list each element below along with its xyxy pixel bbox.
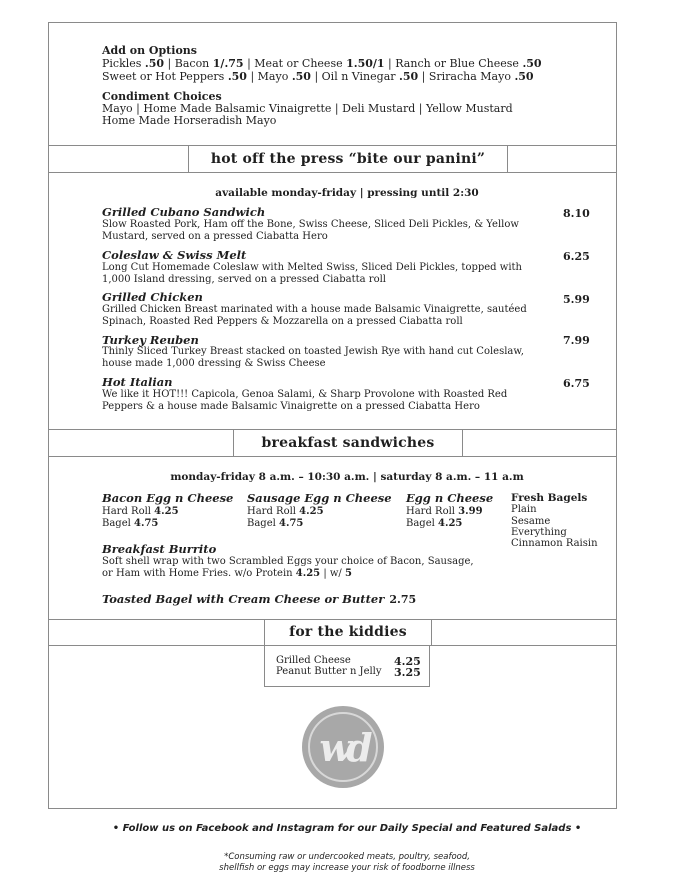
social-footer: • Follow us on Facebook and Instagram for our Daily Special and Featured Salads • xyxy=(112,823,582,834)
breakfast-subtitle: monday-friday 8 a.m. – 10:30 a.m. | saturday 8 a.m. – 11 a.m xyxy=(170,471,524,483)
breakfast-header xyxy=(233,429,463,456)
breakfast-item-name: Sausage Egg n Cheese xyxy=(247,491,392,505)
kiddies-header xyxy=(264,619,432,645)
panini-subtitle: available monday-friday | pressing until 2:30 xyxy=(215,187,479,199)
panini-item-desc: 1,000 Island dressing, served on a pressed Ciabatta roll xyxy=(102,274,386,285)
kiddies-item-name: Grilled Cheese xyxy=(276,655,351,666)
breakfast-roll-price: Hard Roll 4.25 xyxy=(247,506,324,517)
breakfast-roll-price: Hard Roll 4.25 xyxy=(102,506,179,517)
breakfast-header-text: breakfast sandwiches xyxy=(261,434,435,451)
condiments-line-2: Home Made Horseradish Mayo xyxy=(102,114,277,127)
condiments-title: Condiment Choices xyxy=(102,90,222,103)
panini-item-desc: We like it HOT!!! Capicola, Genoa Salami, & Sharp Provolone with Roasted Red xyxy=(102,389,508,400)
kiddies-item-price: 3.25 xyxy=(394,666,421,679)
add-on-line-2: Sweet or Hot Peppers .50 | Mayo .50 | Oil n Vinegar .50 | Sriracha Mayo .50 xyxy=(102,70,534,83)
panini-item-name: Turkey Reuben xyxy=(102,333,199,347)
breakfast-bagel-price: Bagel 4.25 xyxy=(406,518,463,529)
divider xyxy=(48,172,617,173)
panini-item-name: Coleslaw & Swiss Melt xyxy=(102,248,247,262)
kiddies-header-text: for the kiddies xyxy=(289,624,407,640)
menu-frame xyxy=(48,22,617,809)
toasted-bagel-item: Toasted Bagel with Cream Cheese or Butter 2.75 xyxy=(102,592,417,606)
panini-item-price: 8.10 xyxy=(563,207,590,220)
breakfast-roll-price: Hard Roll 3.99 xyxy=(406,506,483,517)
breakfast-item-name: Egg n Cheese xyxy=(406,491,494,505)
fresh-bagels-title: Fresh Bagels xyxy=(511,492,588,504)
wd-logo xyxy=(302,706,384,788)
panini-item-desc: Peppers & a house made Balsamic Vinaigrette on a pressed Ciabatta Hero xyxy=(102,401,480,412)
panini-item-price: 6.75 xyxy=(563,377,590,390)
panini-item-name: Grilled Cubano Sandwich xyxy=(102,205,266,219)
panini-item-desc: Grilled Chicken Breast marinated with a house made Balsamic Vinaigrette, sautéed xyxy=(102,304,527,315)
bagel-option: Sesame xyxy=(511,516,551,527)
health-warning-1: *Consuming raw or undercooked meats, poultry, seafood, xyxy=(224,852,470,862)
bagel-option: Cinnamon Raisin xyxy=(511,538,598,549)
panini-item-price: 7.99 xyxy=(563,334,590,347)
add-on-title: Add on Options xyxy=(102,44,197,57)
kiddies-item-price: 4.25 xyxy=(394,655,421,668)
breakfast-item-name: Bacon Egg n Cheese xyxy=(102,491,234,505)
panini-item-desc: Slow Roasted Pork, Ham off the Bone, Swiss Cheese, Sliced Deli Pickles, & Yellow xyxy=(102,219,519,230)
panini-item-desc: house made 1,000 dressing & Swiss Cheese xyxy=(102,358,326,369)
breakfast-bagel-price: Bagel 4.75 xyxy=(247,518,304,529)
burrito-desc-prices: or Ham with Home Fries. w/o Protein 4.25 | w/ 5 xyxy=(102,568,352,579)
condiments-line-1: Mayo | Home Made Balsamic Vinaigrette | Deli Mustard | Yellow Mustard xyxy=(102,102,513,115)
panini-item-name: Grilled Chicken xyxy=(102,290,203,304)
breakfast-bagel-price: Bagel 4.75 xyxy=(102,518,159,529)
panini-item-name: Hot Italian xyxy=(102,375,173,389)
health-warning-2: shellfish or eggs may increase your risk of foodborne illness xyxy=(219,863,475,873)
panini-item-desc: Spinach, Roasted Red Peppers & Mozzarella on a pressed Ciabatta roll xyxy=(102,316,463,327)
panini-item-price: 5.99 xyxy=(563,293,590,306)
burrito-desc: Soft shell wrap with two Scrambled Eggs your choice of Bacon, Sausage, xyxy=(102,556,474,567)
panini-item-desc: Mustard, served on a pressed Ciabatta Hero xyxy=(102,231,328,242)
add-on-line-1: Pickles .50 | Bacon 1/.75 | Meat or Cheese 1.50/1 | Ranch or Blue Cheese .50 xyxy=(102,57,542,70)
panini-item-desc: Long Cut Homemade Coleslaw with Melted Swiss, Sliced Deli Pickles, topped with xyxy=(102,262,522,273)
panini-item-desc: Thinly Sliced Turkey Breast stacked on toasted Jewish Rye with hand cut Coleslaw, xyxy=(102,346,524,357)
logo-mark: wd xyxy=(308,712,378,782)
kiddies-item-name: Peanut Butter n Jelly xyxy=(276,666,382,677)
panini-header xyxy=(188,145,508,172)
panini-header-text: hot off the press “bite our panini” xyxy=(210,150,486,167)
bagel-option: Plain xyxy=(511,504,537,515)
bagel-option: Everything xyxy=(511,527,567,538)
divider xyxy=(48,456,617,457)
burrito-name: Breakfast Burrito xyxy=(102,542,217,556)
panini-item-price: 6.25 xyxy=(563,250,590,263)
